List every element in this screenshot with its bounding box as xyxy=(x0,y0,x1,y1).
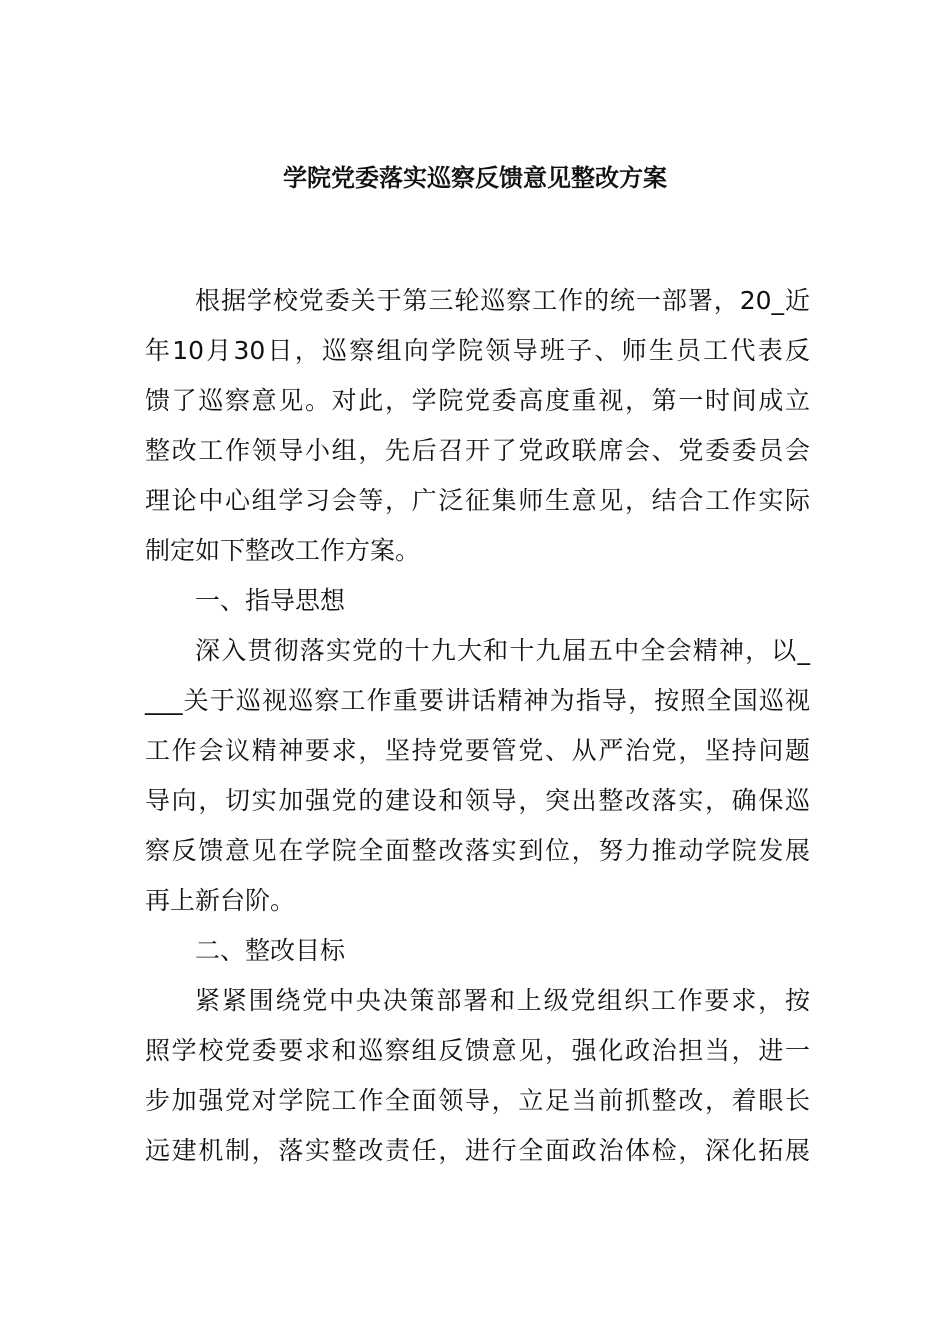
text-line: 照学校党委要求和巡察组反馈意见，强化政治担当，进一 xyxy=(145,1036,810,1065)
text-line: 馈了巡察意见。对此，学院党委高度重视，第一时间成立 xyxy=(145,386,810,415)
text-line: 导向，切实加强党的建设和领导，突出整改落实，确保巡 xyxy=(145,786,810,815)
text-line: 整改工作领导小组，先后召开了党政联席会、党委委员会 xyxy=(145,436,810,465)
text-line: 二、整改目标 xyxy=(195,936,346,965)
document-body xyxy=(145,276,810,1176)
text-line: 深入贯彻落实党的十九大和十九届五中全会精神，以_ xyxy=(195,636,810,665)
text-line: 理论中心组学习会等，广泛征集师生意见，结合工作实际 xyxy=(145,486,810,515)
text-line: 远建机制，落实整改责任，进行全面政治体检，深化拓展 xyxy=(145,1136,810,1165)
text-line: 步加强党对学院工作全面领导，立足当前抓整改，着眼长 xyxy=(145,1086,810,1115)
text-line: 一、指导思想 xyxy=(195,586,346,615)
text-line: 工作会议精神要求，坚持党要管党、从严治党，坚持问题 xyxy=(145,736,810,765)
text-line: 察反馈意见在学院全面整改落实到位，努力推动学院发展 xyxy=(145,836,810,865)
text-line: 年10月30日，巡察组向学院领导班子、师生员工代表反 xyxy=(145,336,810,365)
text-line: 制定如下整改工作方案。 xyxy=(145,536,421,565)
text-line: 再上新台阶。 xyxy=(145,886,296,915)
text-line: 根据学校党委关于第三轮巡察工作的统一部署，20_近 xyxy=(195,286,810,315)
document-title: 学院党委落实巡察反馈意见整改方案 xyxy=(283,164,667,192)
text-line: 紧紧围绕党中央决策部署和上级党组织工作要求，按 xyxy=(195,986,810,1015)
text-line: ___关于巡视巡察工作重要讲话精神为指导，按照全国巡视 xyxy=(145,686,810,715)
